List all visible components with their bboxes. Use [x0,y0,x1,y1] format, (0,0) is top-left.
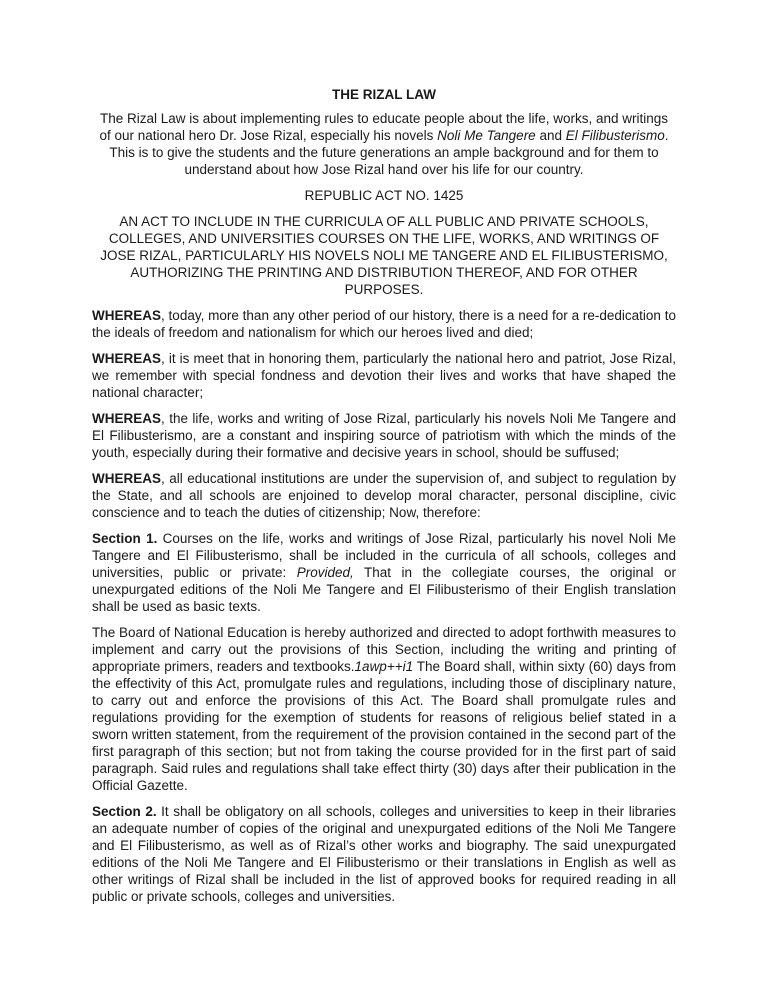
document-title: THE RIZAL LAW [332,87,436,102]
intro-paragraph [92,110,676,178]
section-1-provided: Provided, [296,565,354,580]
whereas-lead: WHEREAS [92,351,162,366]
whereas-lead: WHEREAS [92,411,162,426]
board-text-1: The Board of National Education is hereby authorized and directed to adopt forthwith measures to implement and carry out the provisions of this Section, including the writing and printing of appropriate primers, readers and textbooks. [92,625,676,674]
whereas-paragraph [92,350,676,401]
act-title: AN ACT TO INCLUDE IN THE CURRICULA OF ALL PUBLIC AND PRIVATE SCHOOLS, COLLEGES, AND UNIVERSITIES COURSES ON THE LIFE, WORKS, AND WRITINGS OF JOSE RIZAL, PARTICULARLY HIS NOVELS NOLI ME TANGERE AND EL FILIBUSTERISMO, AUTHORIZING THE PRINTING AND DISTRIBUTION THEREOF, AND FOR OTHER PURPOSES. [100,214,668,297]
whereas-lead: WHEREAS [92,471,162,486]
section-1-text-2: That in the collegiate courses, the original or unexpurgated editions of the Noli Me Tangere and El Filibusterismo of their English translation shall be used as basic texts. [92,565,676,614]
intro-italic-noli: Noli Me Tangere [437,128,536,143]
board-italic-mark: 1awp++i1 [354,659,414,674]
section-1-paragraph [92,530,676,615]
whereas-text: , it is meet that in honoring them, particularly the national hero and patriot, Jose Rizal, we remember with special fondness and devotion their lives and works that have shaped the national character; [92,351,676,400]
section-1-heading: Section 1. [92,531,158,546]
whereas-text: , today, more than any other period of our history, there is a need for a re-dedication to the ideals of freedom and nationalism for which our heroes lived and died; [92,308,676,340]
whereas-text: , all educational institutions are under the supervision of, and subject to regulation by the State, and all schools are enjoined to develop moral character, personal discipline, civic conscience and to teach the duties of citizenship; Now, therefore: [92,471,676,520]
section-2-heading: Section 2. [92,804,157,819]
whereas-paragraph [92,470,676,521]
whereas-paragraph [92,307,676,341]
intro-text-3: . This is to give the students and the future generations an ample background and for them to understand about how Jose Rizal hand over his life for our country. [109,128,669,177]
section-2-paragraph [92,803,676,905]
intro-text-1: The Rizal Law is about implementing rules to educate people about the life, works, and writings of our national hero Dr. Jose Rizal, especially his novels [99,111,669,143]
section-2-text: It shall be obligatory on all schools, colleges and universities to keep in their libraries an adequate number of copies of the original and unexpurgated editions of the Noli Me Tangere and El Filibusterismo, as well as of Rizal’s other works and biography. The said unexpurgated editions of the Noli Me Tangere and El Filibusterismo or their translations in English as well as other writings of Rizal shall be included in the list of approved books for required reading in all public or private schools, colleges and universities. [92,804,676,904]
whereas-text: , the life, works and writing of Jose Rizal, particularly his novels Noli Me Tangere and El Filibusterismo, are a constant and inspiring source of patriotism with which the minds of the youth, especially during their formative and decisive years in school, should be suffused; [92,411,676,460]
board-text-2: The Board shall, within sixty (60) days from the effectivity of this Act, promulgate rules and regulations, including those of disciplinary nature, to carry out and enforce the provisions of this Act. The Board shall promulgate rules and regulations providing for the exemption of students for reasons of religious belief stated in a sworn written statement, from the requirement of the provision contained in the second part of the first paragraph of this section; but not from taking the course provided for in the first part of said paragraph. Said rules and regulations shall take effect thirty (30) days after their publication in the Official Gazette. [92,659,677,793]
intro-text-2: and [535,128,566,143]
intro-italic-fili: El Filibusterismo [565,128,665,143]
whereas-paragraph [92,410,676,461]
section-1-text-1: Courses on the life, works and writings of Jose Rizal, particularly his novel Noli Me Tangere and El Filibusterismo, shall be included in the curricula of all schools, colleges and universities, public or private: [92,531,676,580]
whereas-lead: WHEREAS [92,308,162,323]
act-number: REPUBLIC ACT NO. 1425 [304,188,464,203]
board-paragraph [92,624,676,794]
